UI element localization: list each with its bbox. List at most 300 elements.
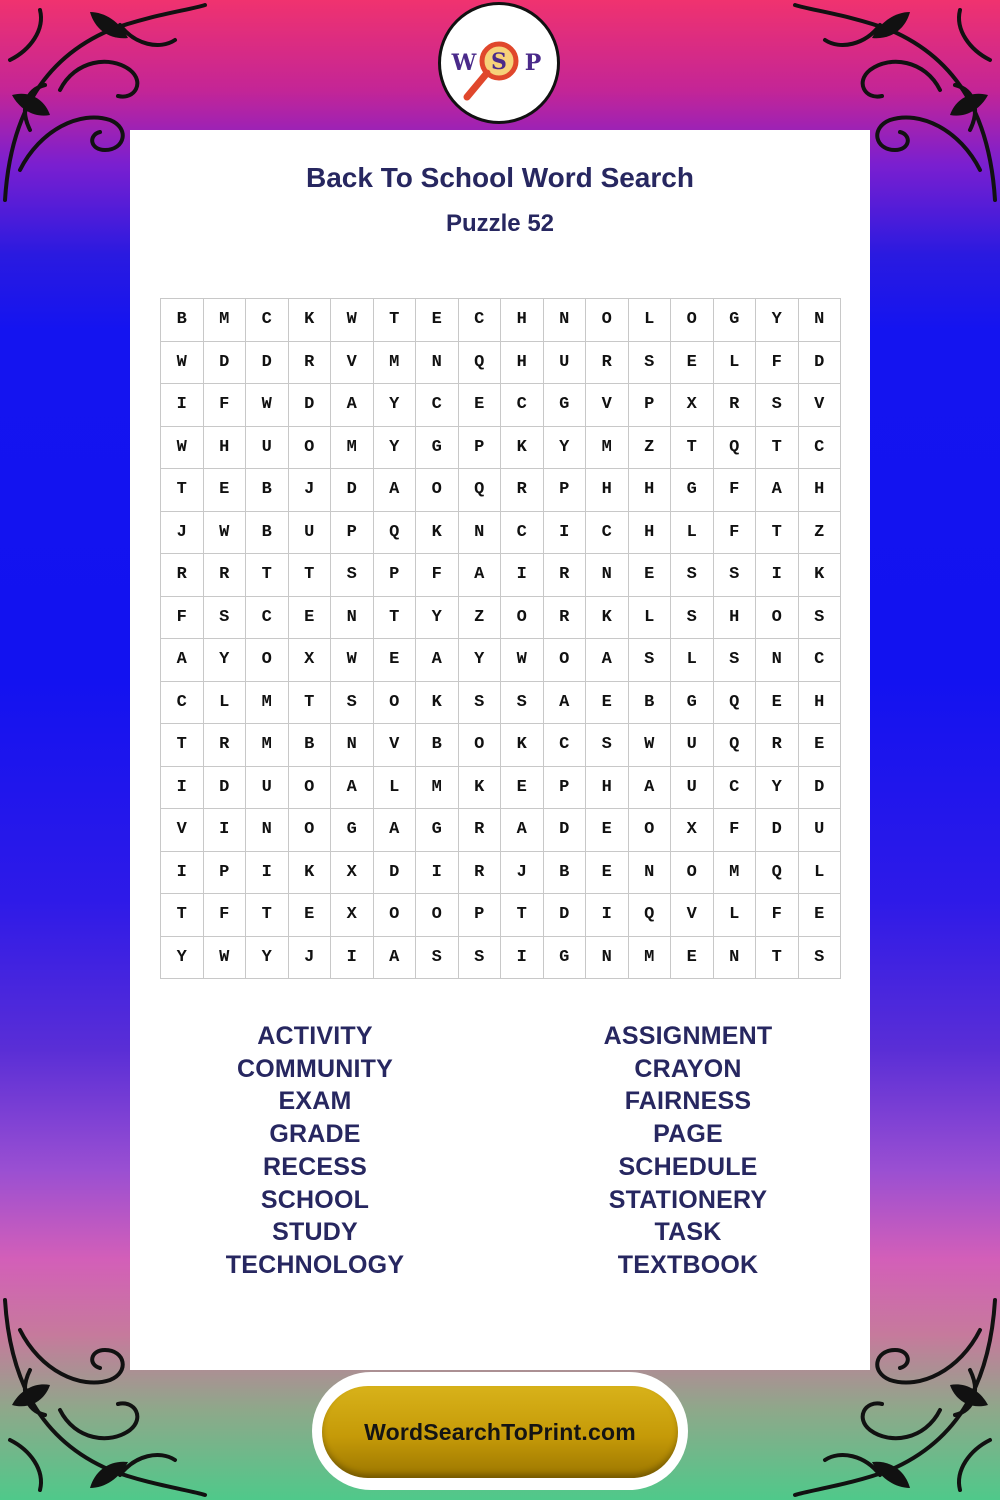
grid-cell[interactable]: O [373,894,416,937]
grid-cell[interactable]: O [671,851,714,894]
grid-row [161,596,841,639]
grid-cell[interactable]: V [586,384,629,427]
grid-cell[interactable]: O [756,596,799,639]
grid-cell[interactable]: F [203,894,246,937]
grid-cell[interactable]: R [161,554,204,597]
grid-cell[interactable]: C [501,511,544,554]
puzzle-number: Puzzle 52 [445,210,555,237]
grid-cell[interactable]: P [543,766,586,809]
grid-cell[interactable]: F [713,511,756,554]
puzzle-card [130,130,870,1370]
grid-cell[interactable]: O [543,639,586,682]
grid-cell[interactable]: T [161,894,204,937]
grid-cell[interactable]: W [331,639,374,682]
grid-cell[interactable]: R [756,724,799,767]
grid-cell[interactable]: O [288,426,331,469]
grid-cell[interactable]: T [373,299,416,342]
grid-cell[interactable]: G [713,299,756,342]
grid-row [161,639,841,682]
grid-cell[interactable]: C [501,384,544,427]
grid-cell[interactable]: A [458,554,501,597]
grid-cell[interactable]: H [586,469,629,512]
grid-cell[interactable]: S [628,639,671,682]
grid-row [161,681,841,724]
grid-cell[interactable]: O [288,809,331,852]
grid-cell[interactable]: F [161,596,204,639]
grid-cell[interactable]: R [203,554,246,597]
grid-cell[interactable]: V [161,809,204,852]
grid-cell[interactable]: S [756,384,799,427]
grid-cell[interactable]: P [628,384,671,427]
grid-cell[interactable]: J [288,469,331,512]
grid-cell[interactable]: B [161,299,204,342]
grid-cell[interactable]: D [543,894,586,937]
grid-cell[interactable]: E [586,851,629,894]
grid-cell[interactable]: S [203,596,246,639]
grid-cell[interactable]: Y [756,299,799,342]
grid-cell[interactable]: D [246,341,289,384]
word-list-item: ASSIGNMENT [603,1022,773,1050]
grid-cell[interactable]: T [373,596,416,639]
grid-cell[interactable]: I [161,766,204,809]
grid-cell[interactable]: E [416,299,459,342]
grid-cell[interactable]: A [501,809,544,852]
grid-cell[interactable]: E [458,384,501,427]
grid-cell[interactable]: M [416,766,459,809]
grid-cell[interactable]: B [246,511,289,554]
grid-cell[interactable]: O [628,809,671,852]
grid-cell[interactable]: V [671,894,714,937]
grid-row [161,299,841,342]
grid-cell[interactable]: W [203,936,246,979]
grid-cell[interactable]: U [543,341,586,384]
grid-cell[interactable]: K [458,766,501,809]
grid-cell[interactable]: G [416,809,459,852]
grid-cell[interactable]: E [798,724,841,767]
grid-cell[interactable]: R [713,384,756,427]
grid-cell[interactable]: L [671,511,714,554]
grid-cell[interactable]: V [798,384,841,427]
grid-cell[interactable]: D [288,384,331,427]
grid-cell[interactable]: K [501,426,544,469]
grid-cell[interactable]: C [798,639,841,682]
grid-cell[interactable]: A [756,469,799,512]
grid-cell[interactable]: E [203,469,246,512]
grid-cell[interactable]: H [501,299,544,342]
grid-cell[interactable]: D [756,809,799,852]
website-link-button[interactable] [322,1386,678,1478]
letter-grid [160,298,841,979]
grid-cell[interactable]: T [161,724,204,767]
grid-cell[interactable]: N [416,341,459,384]
grid-cell[interactable]: S [798,596,841,639]
grid-cell[interactable]: E [671,341,714,384]
grid-cell[interactable]: D [373,851,416,894]
grid-cell[interactable]: M [331,426,374,469]
grid-cell[interactable]: J [288,936,331,979]
grid-cell[interactable]: A [373,809,416,852]
grid-cell[interactable]: W [161,426,204,469]
grid-cell[interactable]: A [161,639,204,682]
grid-row [161,936,841,979]
grid-cell[interactable]: M [713,851,756,894]
grid-cell[interactable]: B [628,681,671,724]
grid-cell[interactable]: K [416,681,459,724]
grid-cell[interactable]: E [288,894,331,937]
grid-cell[interactable]: Y [203,639,246,682]
grid-cell[interactable]: S [798,936,841,979]
grid-cell[interactable]: K [416,511,459,554]
grid-cell[interactable]: I [161,851,204,894]
grid-cell[interactable]: G [331,809,374,852]
word-list-item: RECESS [262,1152,367,1181]
grid-cell[interactable]: T [671,426,714,469]
grid-cell[interactable]: O [416,469,459,512]
grid-cell[interactable]: K [288,299,331,342]
grid-cell[interactable]: I [756,554,799,597]
grid-cell[interactable]: G [671,681,714,724]
word-list-item: FAIRNESS [624,1087,752,1116]
grid-cell[interactable]: Y [161,936,204,979]
grid-cell[interactable]: M [373,341,416,384]
grid-cell[interactable]: P [458,894,501,937]
grid-cell[interactable]: E [586,681,629,724]
grid-cell[interactable]: I [501,936,544,979]
grid-cell[interactable]: X [288,639,331,682]
grid-cell[interactable]: X [671,809,714,852]
grid-row [161,384,841,427]
grid-cell[interactable]: W [161,341,204,384]
grid-cell[interactable]: A [586,639,629,682]
grid-cell[interactable]: P [331,511,374,554]
grid-cell[interactable]: R [203,724,246,767]
word-list-item: STUDY [272,1218,358,1247]
grid-cell[interactable]: F [756,894,799,937]
grid-cell[interactable]: A [416,639,459,682]
grid-cell[interactable]: N [543,299,586,342]
grid-cell[interactable]: I [203,809,246,852]
grid-cell[interactable]: C [798,426,841,469]
grid-cell[interactable]: W [203,511,246,554]
grid-cell[interactable]: N [331,596,374,639]
grid-cell[interactable]: M [586,426,629,469]
grid-cell[interactable]: H [628,469,671,512]
grid-cell[interactable]: B [416,724,459,767]
grid-cell[interactable]: E [288,596,331,639]
grid-cell[interactable]: K [288,851,331,894]
grid-cell[interactable]: M [246,681,289,724]
grid-cell[interactable]: Y [543,426,586,469]
grid-cell[interactable]: D [331,469,374,512]
word-list-item: TASK [654,1218,722,1247]
grid-cell[interactable]: E [501,766,544,809]
word-list-item: SCHOOL [260,1185,370,1214]
grid-cell[interactable]: G [543,384,586,427]
grid-cell[interactable]: C [458,299,501,342]
grid-cell[interactable]: I [161,384,204,427]
word-list-item: EXAM [278,1087,352,1116]
grid-cell[interactable]: D [203,341,246,384]
grid-cell[interactable]: K [586,596,629,639]
grid-cell[interactable]: N [331,724,374,767]
grid-cell[interactable]: R [543,596,586,639]
grid-cell[interactable]: N [458,511,501,554]
grid-cell[interactable]: M [246,724,289,767]
grid-row [161,341,841,384]
grid-cell[interactable]: S [458,681,501,724]
grid-cell[interactable]: U [288,511,331,554]
grid-cell[interactable]: K [798,554,841,597]
grid-cell[interactable]: H [798,469,841,512]
grid-cell[interactable]: E [628,554,671,597]
grid-cell[interactable]: H [586,766,629,809]
grid-cell[interactable]: S [331,554,374,597]
grid-cell[interactable]: Q [628,894,671,937]
grid-cell[interactable]: O [586,299,629,342]
grid-cell[interactable]: S [416,936,459,979]
grid-cell[interactable]: P [203,851,246,894]
logo-letter-s: S [491,49,507,75]
grid-cell[interactable]: S [458,936,501,979]
grid-row [161,809,841,852]
grid-cell[interactable]: M [203,299,246,342]
grid-cell[interactable]: K [501,724,544,767]
grid-cell[interactable]: S [501,681,544,724]
grid-cell[interactable]: R [501,469,544,512]
grid-cell[interactable]: O [246,639,289,682]
grid-cell[interactable]: Q [458,341,501,384]
grid-cell[interactable]: E [373,639,416,682]
logo-letter-p: P [524,50,542,76]
grid-cell[interactable]: E [671,936,714,979]
grid-cell[interactable]: Y [373,384,416,427]
grid-cell[interactable]: I [543,511,586,554]
grid-cell[interactable]: D [543,809,586,852]
grid-cell[interactable]: T [501,894,544,937]
grid-cell[interactable]: C [246,596,289,639]
grid-cell[interactable]: H [713,596,756,639]
grid-cell[interactable]: I [416,851,459,894]
grid-cell[interactable]: D [798,341,841,384]
grid-cell[interactable]: W [628,724,671,767]
grid-cell[interactable]: S [628,341,671,384]
grid-cell[interactable]: O [671,299,714,342]
grid-cell[interactable]: Q [458,469,501,512]
grid-cell[interactable]: P [543,469,586,512]
grid-cell[interactable]: N [246,809,289,852]
grid-cell[interactable]: R [458,809,501,852]
grid-cell[interactable]: J [161,511,204,554]
grid-cell[interactable]: B [288,724,331,767]
grid-cell[interactable]: L [713,894,756,937]
grid-cell[interactable]: U [798,809,841,852]
grid-cell[interactable]: W [501,639,544,682]
grid-cell[interactable]: X [331,894,374,937]
grid-cell[interactable]: F [416,554,459,597]
grid-cell[interactable]: P [373,554,416,597]
grid-cell[interactable]: S [671,596,714,639]
grid-cell[interactable]: M [628,936,671,979]
grid-cell[interactable]: L [713,341,756,384]
grid-cell[interactable]: R [586,341,629,384]
grid-cell[interactable]: I [246,851,289,894]
grid-cell[interactable]: S [713,639,756,682]
grid-cell[interactable]: N [713,936,756,979]
grid-cell[interactable]: X [331,851,374,894]
grid-cell[interactable]: S [713,554,756,597]
grid-cell[interactable]: O [288,766,331,809]
word-list-item: GRADE [269,1120,361,1149]
grid-cell[interactable]: I [501,554,544,597]
word-list-item: TEXTBOOK [617,1250,759,1279]
grid-cell[interactable]: Z [458,596,501,639]
grid-cell[interactable]: A [543,681,586,724]
wsp-logo [438,2,560,124]
grid-cell[interactable]: D [798,766,841,809]
grid-row [161,894,841,937]
grid-cell[interactable]: S [331,681,374,724]
grid-cell[interactable]: G [543,936,586,979]
grid-cell[interactable]: O [416,894,459,937]
grid-cell[interactable]: N [586,936,629,979]
grid-cell[interactable]: X [671,384,714,427]
grid-cell[interactable]: O [373,681,416,724]
grid-cell[interactable]: C [416,384,459,427]
grid-cell[interactable]: L [671,639,714,682]
grid-cell[interactable]: B [543,851,586,894]
grid-cell[interactable]: F [203,384,246,427]
grid-cell[interactable]: F [756,341,799,384]
grid-cell[interactable]: V [373,724,416,767]
word-list-item: COMMUNITY [237,1054,393,1083]
grid-cell[interactable]: B [246,469,289,512]
grid-cell[interactable]: T [288,681,331,724]
grid-cell[interactable]: U [671,766,714,809]
grid-cell[interactable]: R [458,851,501,894]
grid-cell[interactable]: H [501,341,544,384]
grid-cell[interactable]: G [416,426,459,469]
grid-cell[interactable]: V [331,341,374,384]
grid-cell[interactable]: U [671,724,714,767]
grid-cell[interactable]: T [246,894,289,937]
grid-row [161,511,841,554]
grid-cell[interactable]: Y [458,639,501,682]
grid-cell[interactable]: Q [713,724,756,767]
grid-cell[interactable]: N [756,639,799,682]
grid-cell[interactable]: Y [756,766,799,809]
grid-cell[interactable]: E [586,809,629,852]
grid-cell[interactable]: L [203,681,246,724]
grid-cell[interactable]: E [798,894,841,937]
logo-letter-w: W [451,50,477,76]
grid-cell[interactable]: I [586,894,629,937]
grid-cell[interactable]: T [246,554,289,597]
grid-cell[interactable]: H [628,511,671,554]
grid-cell[interactable]: W [246,384,289,427]
grid-cell[interactable]: L [628,299,671,342]
grid-cell[interactable]: Y [373,426,416,469]
puzzle-title: Back To School Word Search [306,162,694,193]
grid-cell[interactable]: A [628,766,671,809]
grid-cell[interactable]: Q [756,851,799,894]
word-list-item: CRAYON [634,1054,742,1083]
grid-cell[interactable]: H [798,681,841,724]
grid-cell[interactable]: F [713,809,756,852]
grid-cell[interactable]: T [756,511,799,554]
grid-cell[interactable]: C [246,299,289,342]
grid-cell[interactable]: Y [246,936,289,979]
grid-cell[interactable]: E [756,681,799,724]
grid-cell[interactable]: I [331,936,374,979]
grid-cell[interactable]: A [331,384,374,427]
word-list-item: TECHNOLOGY [225,1250,405,1279]
grid-row [161,469,841,512]
grid-cell[interactable]: G [671,469,714,512]
grid-cell[interactable]: T [161,469,204,512]
grid-cell[interactable]: Q [713,681,756,724]
grid-cell[interactable]: H [203,426,246,469]
grid-cell[interactable]: T [756,936,799,979]
grid-cell[interactable]: A [331,766,374,809]
grid-cell[interactable]: L [798,851,841,894]
grid-cell[interactable]: N [586,554,629,597]
grid-cell[interactable]: Z [798,511,841,554]
grid-cell[interactable]: P [458,426,501,469]
grid-cell[interactable]: C [713,766,756,809]
grid-cell[interactable]: O [501,596,544,639]
grid-row [161,851,841,894]
grid-cell[interactable]: F [713,469,756,512]
grid-row [161,554,841,597]
grid-cell[interactable]: C [161,681,204,724]
grid-cell[interactable]: C [586,511,629,554]
grid-row [161,766,841,809]
grid-cell[interactable]: Q [373,511,416,554]
grid-cell[interactable]: Z [628,426,671,469]
grid-cell[interactable]: S [671,554,714,597]
grid-cell[interactable]: A [373,469,416,512]
grid-cell[interactable]: U [246,426,289,469]
grid-cell[interactable]: R [543,554,586,597]
grid-cell[interactable]: N [628,851,671,894]
word-list-right [500,1020,876,1282]
grid-cell[interactable]: Y [416,596,459,639]
website-link-label: WordSearchToPrint.com [364,1418,636,1445]
grid-row [161,426,841,469]
grid-cell[interactable]: S [586,724,629,767]
grid-cell[interactable]: O [458,724,501,767]
grid-cell[interactable]: C [543,724,586,767]
grid-cell[interactable]: N [798,299,841,342]
grid-cell[interactable]: D [203,766,246,809]
grid-cell[interactable]: J [501,851,544,894]
word-list-item: PAGE [653,1120,723,1149]
word-list-item: ACTIVITY [257,1022,373,1050]
grid-cell[interactable]: T [288,554,331,597]
grid-cell[interactable]: W [331,299,374,342]
word-list-item: SCHEDULE [618,1152,758,1181]
grid-row [161,724,841,767]
grid-cell[interactable]: U [246,766,289,809]
grid-cell[interactable]: Q [713,426,756,469]
grid-cell[interactable]: R [288,341,331,384]
grid-cell[interactable]: L [373,766,416,809]
grid-cell[interactable]: T [756,426,799,469]
grid-cell[interactable]: A [373,936,416,979]
grid-cell[interactable]: L [628,596,671,639]
word-list-item: STATIONERY [608,1185,768,1214]
word-list-left [130,1020,500,1282]
